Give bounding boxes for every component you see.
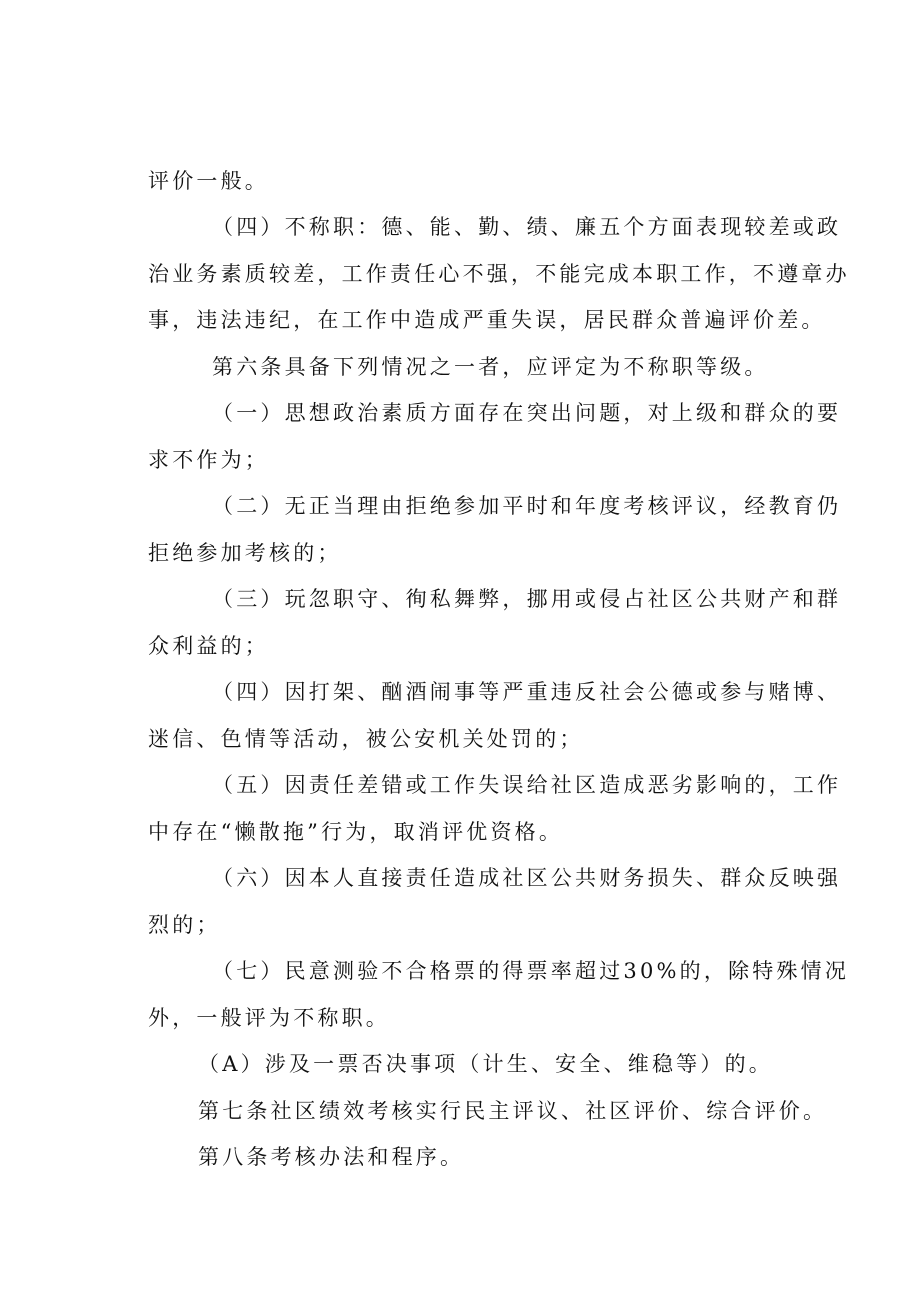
paragraph-line: 第八条考核办法和程序。 bbox=[198, 1145, 465, 1169]
paragraph-line: （一）思想政治素质方面存在突出问题，对上级和群众的要 bbox=[212, 401, 842, 425]
paragraph-line: （三）玩忽职守、徇私舞弊，挪用或侵占社区公共财产和群 bbox=[212, 587, 842, 611]
paragraph-line: 中存在“懒散拖”行为，取消评优资格。 bbox=[148, 820, 564, 844]
paragraph-line: 求不作为； bbox=[148, 448, 269, 472]
paragraph-line: 评价一般。 bbox=[148, 169, 269, 193]
paragraph-line: （六）因本人直接责任造成社区公共财务损失、群众反映强 bbox=[212, 866, 842, 890]
paragraph-line: （二）无正当理由拒绝参加平时和年度考核评议，经教育仍 bbox=[212, 494, 842, 518]
paragraph-line: （四）因打架、酗酒闹事等严重违反社会公德或参与赌博、 bbox=[212, 680, 842, 704]
paragraph-line: 第七条社区绩效考核实行民主评议、社区评价、综合评价。 bbox=[198, 1099, 828, 1123]
paragraph-line: 治业务素质较差，工作责任心不强，不能完成本职工作，不遵章办 bbox=[148, 262, 850, 286]
paragraph-line: 事，违法违纪，在工作中造成严重失误，居民群众普遍评价差。 bbox=[148, 308, 826, 332]
paragraph-line: 外，一般评为不称职。 bbox=[148, 1006, 390, 1030]
paragraph-line: 迷信、色情等活动，被公安机关处罚的； bbox=[148, 727, 584, 751]
paragraph-line: 烈的； bbox=[148, 913, 221, 937]
paragraph-line: 第六条具备下列情况之一者，应评定为不称职等级。 bbox=[212, 355, 769, 379]
paragraph-line: 拒绝参加考核的； bbox=[148, 541, 342, 565]
paragraph-line: （五）因责任差错或工作失误给社区造成恶劣影响的，工作 bbox=[212, 773, 842, 797]
paragraph-line: 众利益的； bbox=[148, 634, 269, 658]
paragraph-line: （A）涉及一票否决事项（计生、安全、维稳等）的。 bbox=[198, 1052, 773, 1076]
paragraph-line: （四）不称职：德、能、勤、绩、廉五个方面表现较差或政 bbox=[212, 215, 842, 239]
paragraph-line: （七）民意测验不合格票的得票率超过30%的，除特殊情况 bbox=[212, 959, 850, 983]
